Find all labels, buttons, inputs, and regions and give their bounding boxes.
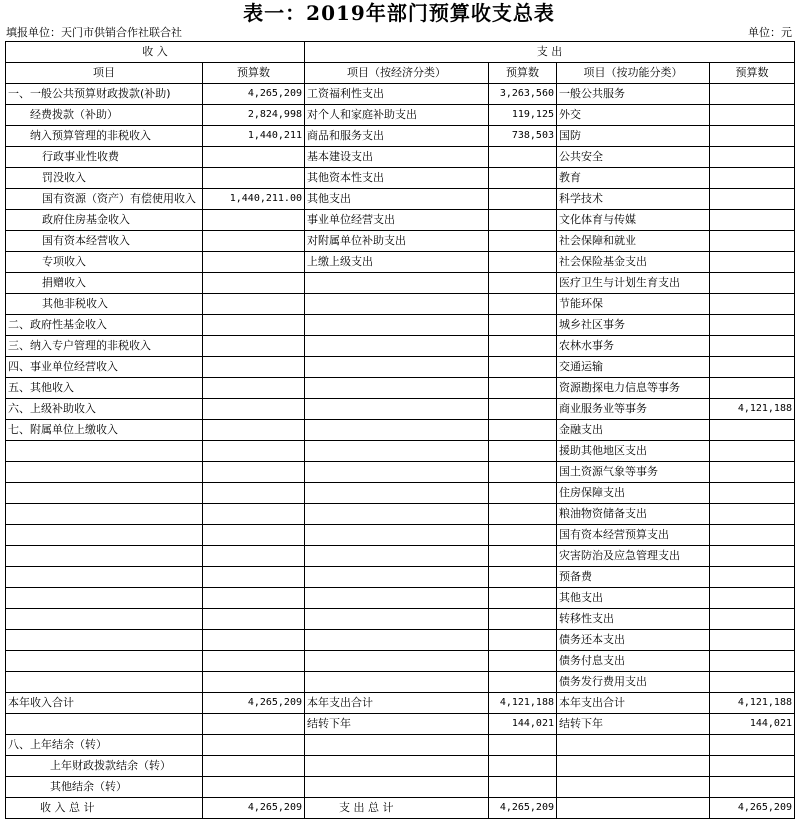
func-item-cell: 资源勘探电力信息等事务 (557, 378, 710, 399)
func-item-cell (557, 798, 710, 819)
econ-amount-cell (489, 231, 557, 252)
econ-item-cell (305, 609, 489, 630)
income-item-cell (6, 546, 203, 567)
table-row (6, 693, 795, 714)
func-amount-cell (710, 126, 795, 147)
econ-item-cell (305, 315, 489, 336)
econ-amount-cell: 4,121,188 (489, 693, 557, 714)
income-amount-cell: 2,824,998 (203, 105, 305, 126)
table-row (6, 462, 795, 483)
func-amount-cell (710, 105, 795, 126)
budget-table (5, 41, 795, 819)
econ-amount-cell: 119,125 (489, 105, 557, 126)
func-item-cell: 转移性支出 (557, 609, 710, 630)
income-amount-cell: 1,440,211.00 (203, 189, 305, 210)
table-row (6, 294, 795, 315)
income-amount-cell: 1,440,211 (203, 126, 305, 147)
income-item-cell: 八、上年结余（转） (6, 735, 203, 756)
table-row (6, 357, 795, 378)
func-amount-cell (710, 735, 795, 756)
income-amount-cell (203, 336, 305, 357)
func-item-cell (557, 756, 710, 777)
econ-amount-cell: 3,263,560 (489, 84, 557, 105)
econ-item-cell (305, 735, 489, 756)
income-amount-cell (203, 504, 305, 525)
income-amount-cell (203, 567, 305, 588)
income-item-cell: 罚没收入 (6, 168, 203, 189)
income-amount-cell (203, 357, 305, 378)
func-amount-cell (710, 168, 795, 189)
func-amount-cell (710, 630, 795, 651)
econ-amount-cell (489, 525, 557, 546)
income-amount-cell (203, 735, 305, 756)
func-item-cell: 住房保障支出 (557, 483, 710, 504)
report-meta (0, 25, 798, 41)
income-amount-cell (203, 609, 305, 630)
econ-amount-cell (489, 651, 557, 672)
income-item-cell: 国有资本经营收入 (6, 231, 203, 252)
econ-amount-cell: 144,021 (489, 714, 557, 735)
func-amount-cell (710, 294, 795, 315)
table-row (6, 483, 795, 504)
econ-amount-cell (489, 546, 557, 567)
econ-amount-cell (489, 420, 557, 441)
econ-item-cell: 本年支出合计 (305, 693, 489, 714)
income-item-cell: 三、纳入专户管理的非税收入 (6, 336, 203, 357)
income-amount-cell (203, 714, 305, 735)
table-row (6, 105, 795, 126)
func-item-cell: 社会保险基金支出 (557, 252, 710, 273)
econ-amount-cell (489, 252, 557, 273)
econ-item-cell: 工资福利性支出 (305, 84, 489, 105)
table-row (6, 420, 795, 441)
econ-amount-cell (489, 588, 557, 609)
income-amount-cell (203, 315, 305, 336)
income-item-cell: 七、附属单位上缴收入 (6, 420, 203, 441)
econ-item-header: 项目（按经济分类） (305, 63, 489, 84)
func-item-cell: 债务付息支出 (557, 651, 710, 672)
econ-amount-cell (489, 441, 557, 462)
table-row (6, 399, 795, 420)
func-amount-cell (710, 525, 795, 546)
table-row (6, 609, 795, 630)
income-item-cell (6, 714, 203, 735)
func-item-cell: 本年支出合计 (557, 693, 710, 714)
income-item-cell (6, 609, 203, 630)
econ-amount-cell (489, 147, 557, 168)
income-item-cell (6, 441, 203, 462)
func-item-cell: 社会保障和就业 (557, 231, 710, 252)
income-amount-cell (203, 546, 305, 567)
func-item-cell: 粮油物资储备支出 (557, 504, 710, 525)
income-item-cell: 其他非税收入 (6, 294, 203, 315)
income-amount-cell (203, 756, 305, 777)
income-item-cell: 五、其他收入 (6, 378, 203, 399)
func-amount-cell (710, 336, 795, 357)
econ-item-cell: 基本建设支出 (305, 147, 489, 168)
func-item-cell: 国防 (557, 126, 710, 147)
income-amount-cell (203, 483, 305, 504)
income-amount-cell (203, 252, 305, 273)
econ-item-cell (305, 378, 489, 399)
econ-amount-cell (489, 609, 557, 630)
func-amount-cell (710, 504, 795, 525)
func-amount-cell (710, 420, 795, 441)
econ-item-cell (305, 294, 489, 315)
func-amount-cell (710, 315, 795, 336)
econ-amount-cell (489, 735, 557, 756)
table-row (6, 630, 795, 651)
econ-amount-cell (489, 567, 557, 588)
func-amount-cell (710, 609, 795, 630)
income-amount-cell (203, 441, 305, 462)
func-amount-cell: 4,121,188 (710, 693, 795, 714)
table-row (6, 210, 795, 231)
table-row (6, 189, 795, 210)
func-item-cell: 灾害防治及应急管理支出 (557, 546, 710, 567)
econ-amount-cell (489, 357, 557, 378)
income-amount-cell (203, 147, 305, 168)
func-item-cell: 预备费 (557, 567, 710, 588)
income-item-cell: 四、事业单位经营收入 (6, 357, 203, 378)
econ-item-cell (305, 777, 489, 798)
econ-amount-cell (489, 210, 557, 231)
func-item-cell: 国土资源气象等事务 (557, 462, 710, 483)
income-amount-cell (203, 672, 305, 693)
func-item-cell: 医疗卫生与计划生育支出 (557, 273, 710, 294)
econ-amount-cell (489, 756, 557, 777)
table-row (6, 336, 795, 357)
income-amount-cell (203, 210, 305, 231)
table-row (6, 126, 795, 147)
func-item-cell: 交通运输 (557, 357, 710, 378)
income-amount-cell (203, 525, 305, 546)
func-amount-cell (710, 567, 795, 588)
econ-item-cell: 对个人和家庭补助支出 (305, 105, 489, 126)
func-item-cell: 商业服务业等事务 (557, 399, 710, 420)
income-item-header: 项目 (6, 63, 203, 84)
table-row (6, 735, 795, 756)
table-row (6, 672, 795, 693)
income-item-cell (6, 630, 203, 651)
econ-item-cell: 结转下年 (305, 714, 489, 735)
func-amount-cell (710, 672, 795, 693)
income-item-cell (6, 651, 203, 672)
table-row (6, 546, 795, 567)
func-amount-cell (710, 189, 795, 210)
page-title: 表一：2019年部门预算收支总表 (243, 1, 555, 25)
table-row (6, 651, 795, 672)
econ-item-cell: 事业单位经营支出 (305, 210, 489, 231)
table-row (6, 798, 795, 819)
econ-item-cell (305, 525, 489, 546)
income-amount-cell (203, 462, 305, 483)
income-item-cell: 国有资源（资产）有偿使用收入 (6, 189, 203, 210)
func-amount-cell (710, 252, 795, 273)
func-item-cell: 一般公共服务 (557, 84, 710, 105)
table-row (6, 777, 795, 798)
econ-item-cell (305, 630, 489, 651)
econ-amount-cell (489, 483, 557, 504)
func-item-header: 项目（按功能分类） (557, 63, 710, 84)
income-item-cell (6, 567, 203, 588)
func-item-cell (557, 735, 710, 756)
econ-amount-cell (489, 504, 557, 525)
section-header-row (6, 42, 795, 63)
income-amount-cell (203, 294, 305, 315)
econ-amount-cell (489, 315, 557, 336)
econ-amount-cell (489, 273, 557, 294)
table-row (6, 441, 795, 462)
func-amount-cell (710, 777, 795, 798)
income-section-header: 收 入 (6, 42, 305, 63)
func-amount-cell (710, 462, 795, 483)
table-row (6, 714, 795, 735)
econ-item-cell (305, 441, 489, 462)
func-amount-cell (710, 147, 795, 168)
func-item-cell: 金融支出 (557, 420, 710, 441)
econ-amount-cell (489, 672, 557, 693)
func-item-cell: 债务还本支出 (557, 630, 710, 651)
income-item-cell: 政府住房基金收入 (6, 210, 203, 231)
econ-amount-cell (489, 399, 557, 420)
func-item-cell: 节能环保 (557, 294, 710, 315)
econ-amount-cell (489, 630, 557, 651)
econ-amount-cell (489, 336, 557, 357)
income-item-cell: 行政事业性收费 (6, 147, 203, 168)
income-item-cell: 二、政府性基金收入 (6, 315, 203, 336)
econ-amount-cell (489, 777, 557, 798)
func-amount-cell (710, 84, 795, 105)
econ-amount-header: 预算数 (489, 63, 557, 84)
econ-amount-cell (489, 189, 557, 210)
table-row (6, 315, 795, 336)
income-amount-cell (203, 777, 305, 798)
table-row (6, 525, 795, 546)
econ-amount-cell: 738,503 (489, 126, 557, 147)
income-item-cell: 专项收入 (6, 252, 203, 273)
func-amount-cell (710, 273, 795, 294)
func-amount-cell (710, 441, 795, 462)
econ-item-cell (305, 273, 489, 294)
func-amount-cell (710, 210, 795, 231)
econ-item-cell: 支 出 总 计 (305, 798, 489, 819)
income-amount-cell (203, 273, 305, 294)
econ-amount-cell (489, 378, 557, 399)
func-item-cell: 教育 (557, 168, 710, 189)
econ-item-cell (305, 588, 489, 609)
econ-item-cell (305, 420, 489, 441)
table-row (6, 84, 795, 105)
func-item-cell: 科学技术 (557, 189, 710, 210)
income-amount-cell (203, 378, 305, 399)
table-row (6, 252, 795, 273)
func-amount-cell (710, 651, 795, 672)
econ-item-cell: 上缴上级支出 (305, 252, 489, 273)
income-item-cell: 六、上级补助收入 (6, 399, 203, 420)
econ-amount-cell: 4,265,209 (489, 798, 557, 819)
table-row (6, 147, 795, 168)
econ-item-cell (305, 336, 489, 357)
econ-amount-cell (489, 294, 557, 315)
income-item-cell (6, 525, 203, 546)
func-amount-cell (710, 378, 795, 399)
func-item-cell: 公共安全 (557, 147, 710, 168)
income-amount-cell (203, 420, 305, 441)
econ-item-cell (305, 672, 489, 693)
func-amount-cell: 4,121,188 (710, 399, 795, 420)
unit-label: 单位：元 (748, 26, 792, 39)
income-item-cell: 纳入预算管理的非税收入 (6, 126, 203, 147)
econ-item-cell (305, 504, 489, 525)
income-amount-cell (203, 651, 305, 672)
func-amount-cell (710, 588, 795, 609)
table-row (6, 231, 795, 252)
func-item-cell: 其他支出 (557, 588, 710, 609)
func-amount-cell (710, 546, 795, 567)
func-item-cell: 国有资本经营预算支出 (557, 525, 710, 546)
econ-item-cell (305, 462, 489, 483)
income-item-cell (6, 504, 203, 525)
econ-amount-cell (489, 168, 557, 189)
table-row (6, 168, 795, 189)
column-header-row (6, 63, 795, 84)
func-amount-cell (710, 483, 795, 504)
econ-item-cell (305, 651, 489, 672)
econ-item-cell (305, 483, 489, 504)
func-item-cell: 外交 (557, 105, 710, 126)
func-amount-header: 预算数 (710, 63, 795, 84)
income-item-cell (6, 462, 203, 483)
income-amount-cell: 4,265,209 (203, 693, 305, 714)
func-item-cell: 援助其他地区支出 (557, 441, 710, 462)
econ-item-cell: 商品和服务支出 (305, 126, 489, 147)
income-item-cell (6, 483, 203, 504)
income-item-cell: 本年收入合计 (6, 693, 203, 714)
econ-item-cell: 其他支出 (305, 189, 489, 210)
econ-item-cell (305, 756, 489, 777)
table-row (6, 273, 795, 294)
income-item-cell: 一、一般公共预算财政拨款(补助) (6, 84, 203, 105)
econ-item-cell (305, 567, 489, 588)
func-amount-cell (710, 231, 795, 252)
table-row (6, 504, 795, 525)
income-amount-cell (203, 588, 305, 609)
income-amount-cell (203, 630, 305, 651)
econ-item-cell (305, 357, 489, 378)
income-item-cell (6, 672, 203, 693)
func-amount-cell (710, 357, 795, 378)
table-row (6, 567, 795, 588)
table-row (6, 378, 795, 399)
func-item-cell: 文化体育与传媒 (557, 210, 710, 231)
income-item-cell: 上年财政拨款结余（转） (6, 756, 203, 777)
income-item-cell: 经费拨款（补助） (6, 105, 203, 126)
income-amount-cell: 4,265,209 (203, 84, 305, 105)
func-amount-cell: 144,021 (710, 714, 795, 735)
table-row (6, 756, 795, 777)
income-amount-cell (203, 399, 305, 420)
income-item-cell: 收 入 总 计 (6, 798, 203, 819)
func-item-cell: 城乡社区事务 (557, 315, 710, 336)
income-amount-cell (203, 231, 305, 252)
income-item-cell (6, 588, 203, 609)
func-amount-cell (710, 756, 795, 777)
func-amount-cell: 4,265,209 (710, 798, 795, 819)
func-item-cell: 农林水事务 (557, 336, 710, 357)
func-item-cell: 债务发行费用支出 (557, 672, 710, 693)
econ-item-cell: 其他资本性支出 (305, 168, 489, 189)
income-amount-cell: 4,265,209 (203, 798, 305, 819)
income-item-cell: 其他结余（转） (6, 777, 203, 798)
econ-item-cell (305, 399, 489, 420)
func-item-cell (557, 777, 710, 798)
income-amount-cell (203, 168, 305, 189)
econ-item-cell (305, 546, 489, 567)
income-amount-header: 预算数 (203, 63, 305, 84)
reporting-org: 填报单位：天门市供销合作社联合社 (6, 26, 182, 39)
func-item-cell: 结转下年 (557, 714, 710, 735)
expense-section-header: 支 出 (305, 42, 795, 63)
table-row (6, 588, 795, 609)
econ-amount-cell (489, 462, 557, 483)
econ-item-cell: 对附属单位补助支出 (305, 231, 489, 252)
income-item-cell: 捐赠收入 (6, 273, 203, 294)
